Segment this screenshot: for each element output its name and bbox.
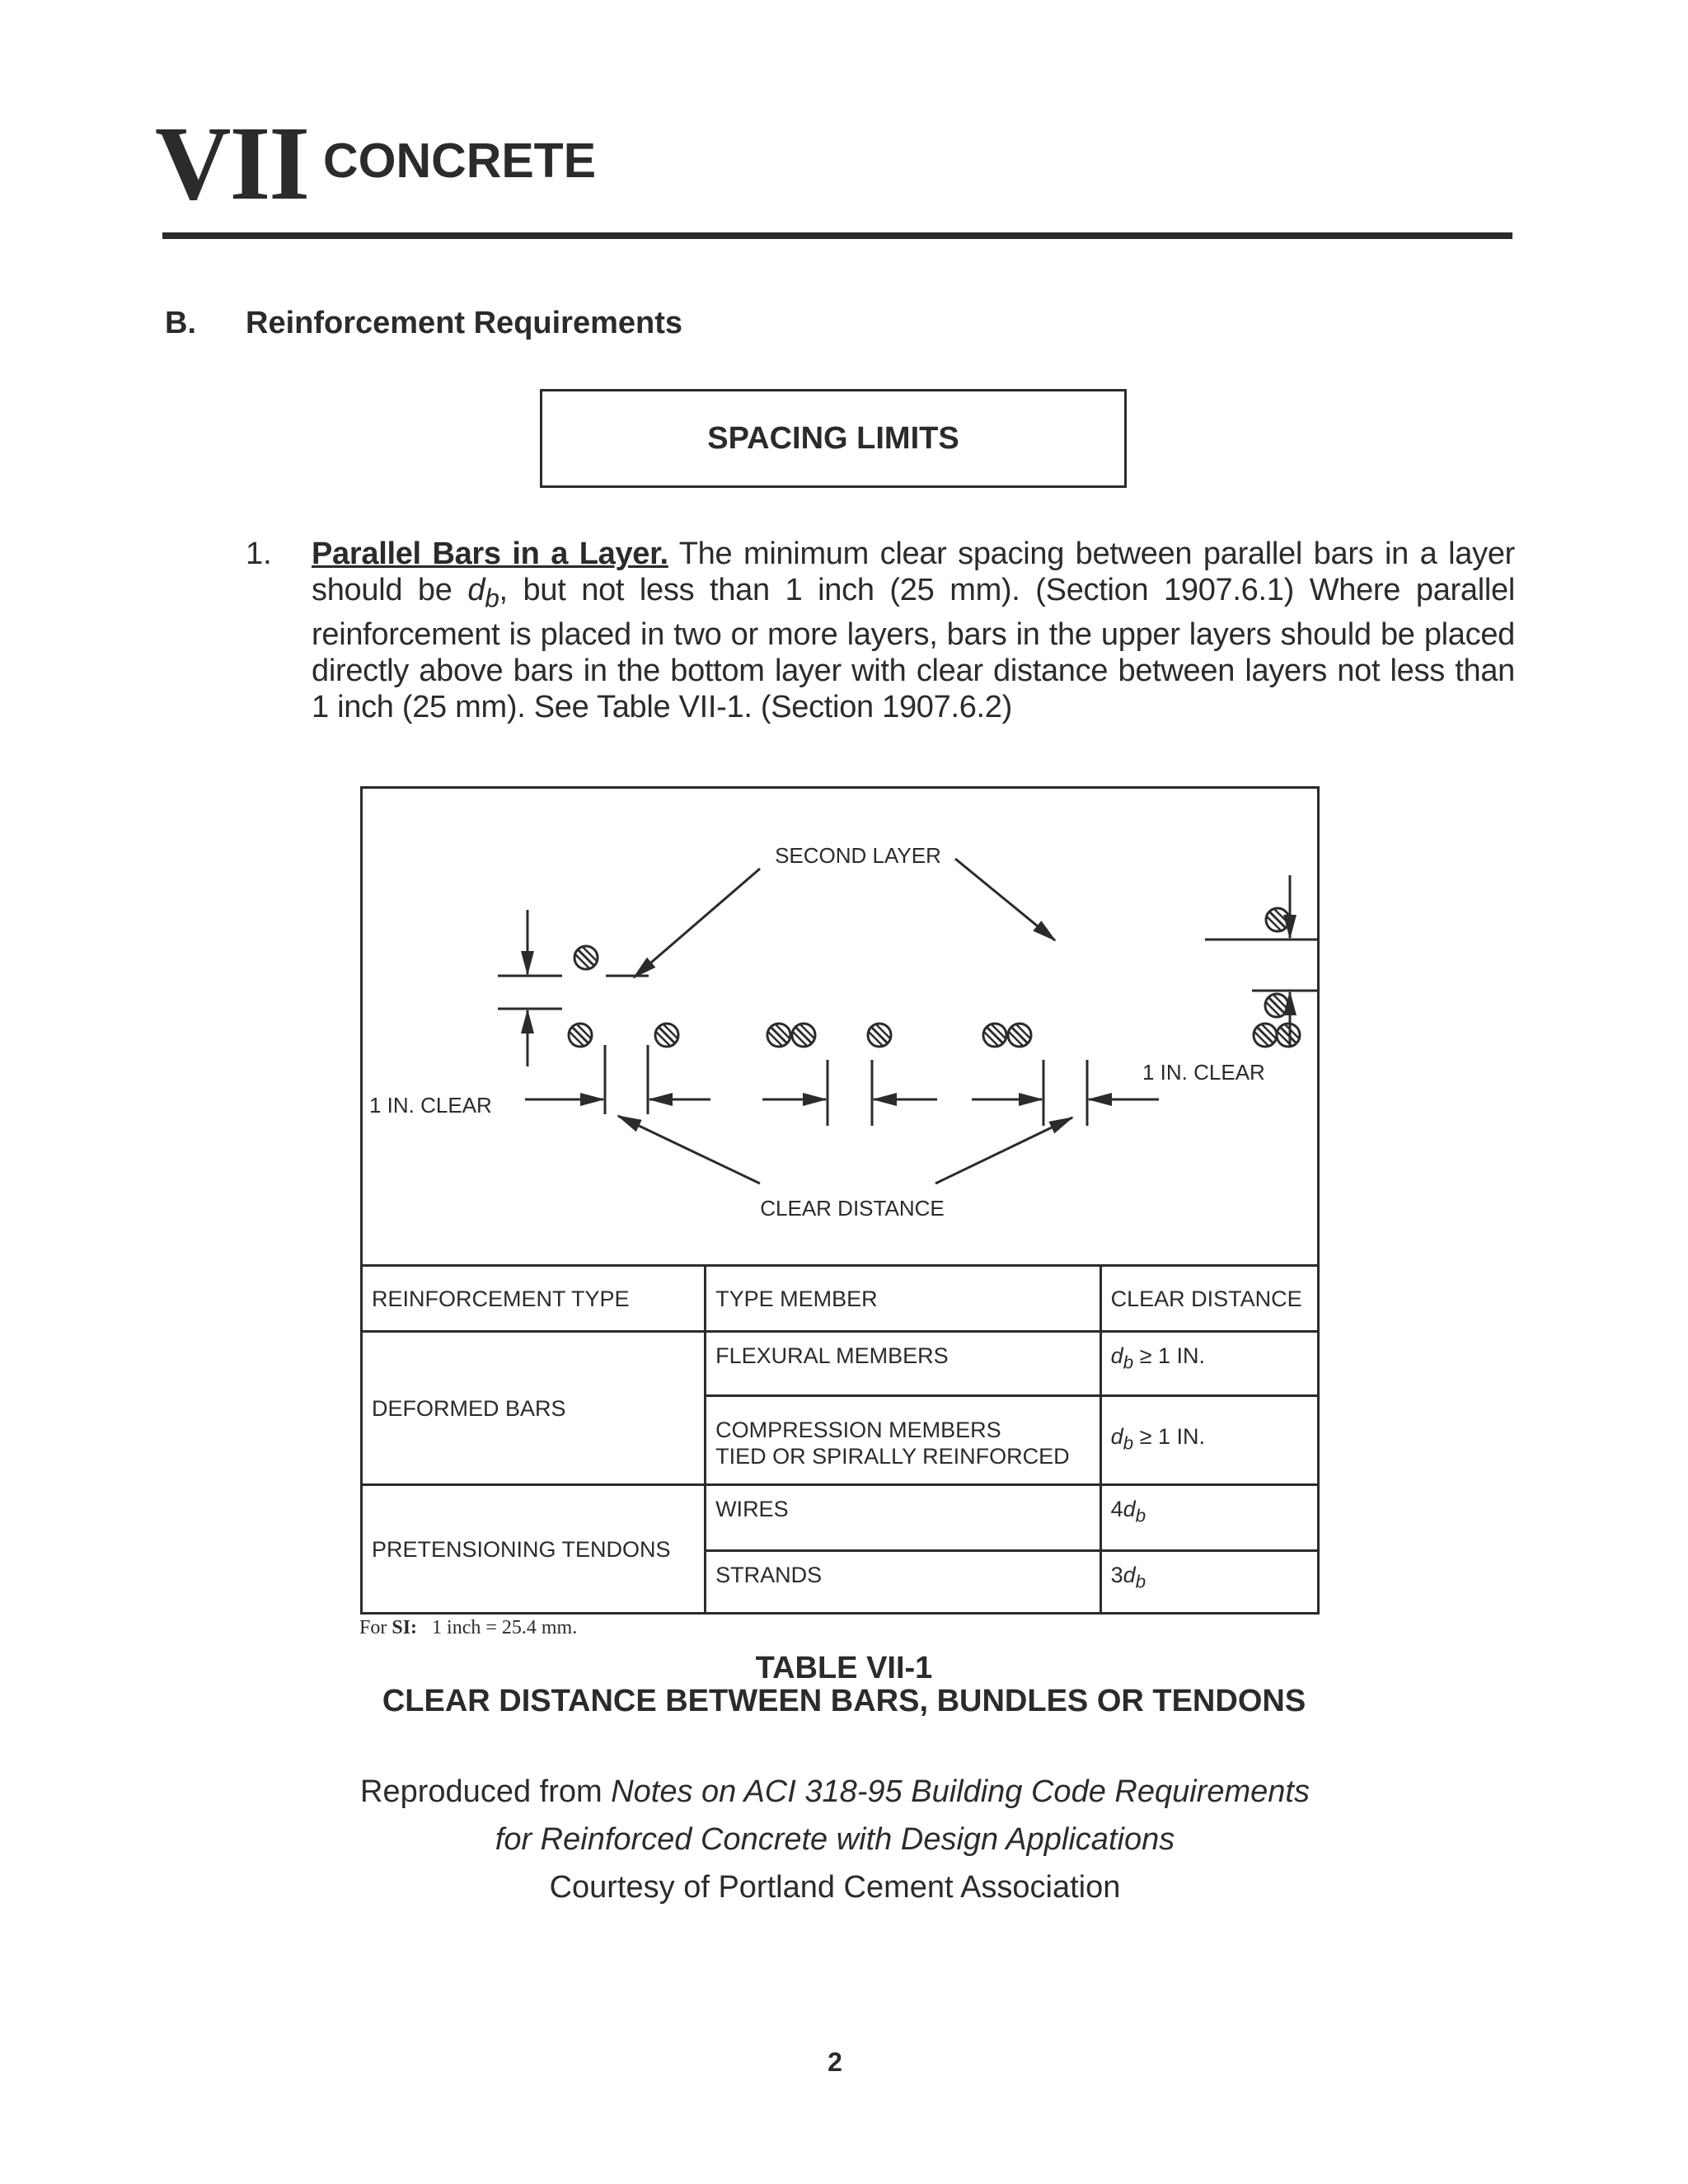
item-text-b: , but not less than 1 inch (25 mm). (Section 1907.6.1) Where parallel reinforcement is placed in two or more layers, bars in the upper layers should be placed directly above bars in the bottom layer with clear distance between layers not less than 1 inch (25 mm). See Table VII-1. (Section 1907.6.2) [312,573,1515,724]
credit-line-2 [0,1821,1670,1858]
value-cell [1100,1551,1318,1614]
label-second-layer: SECOND LAYER [775,843,941,868]
table-caption-title: CLEAR DISTANCE BETWEEN BARS, BUNDLES OR TENDONS [382,1684,1306,1718]
item-paragraph [312,536,1515,725]
bar [792,1024,815,1047]
chapter-title: CONCRETE [323,134,597,188]
si-conversion-note [359,1617,577,1639]
value-var-d: d [1123,1563,1136,1587]
chapter-numeral: VII [155,105,309,222]
bar-second-layer-right [1266,908,1289,931]
spacing-limits-title: SPACING LIMITS [707,420,959,456]
section-letter: B. [165,306,196,340]
header-cell: TYPE MEMBER [706,1266,1101,1332]
item-var-sub: b [485,583,499,613]
value-rest: ≥ 1 IN. [1133,1343,1205,1368]
member-cell [706,1396,1101,1485]
member-cell: WIRES [706,1485,1101,1551]
member-cell: STRANDS [706,1551,1101,1614]
member-line: COMPRESSION MEMBERS [715,1417,1001,1442]
member-line: TIED OR SPIRALLY REINFORCED [715,1443,1070,1469]
bar [655,1024,678,1047]
table-row [362,1332,1319,1396]
table-row [362,1485,1319,1551]
bar [1008,1024,1031,1047]
value-var-sub: b [1123,1432,1134,1454]
si-note-bold: SI: [392,1617,418,1638]
spacing-limits-box [540,389,1127,488]
table-header-row [362,1266,1319,1332]
table-caption-number: TABLE VII-1 [755,1651,933,1685]
bar [1265,994,1288,1017]
credit-line-1 [0,1774,1670,1810]
item-var-d: d [467,573,485,607]
leader-arrow [955,859,1055,940]
credit-italic: for Reinforced Concrete with Design Applications [495,1822,1175,1857]
bar [1254,1024,1277,1047]
item-text-a: The minimum clear spacing between parallel bars in a layer should be [312,537,1516,607]
page-number: 2 [828,2047,842,2077]
label-1in-clear-left: 1 IN. CLEAR [369,1093,492,1118]
value-coef: 4 [1110,1497,1123,1521]
bar-spacing-diagram [360,786,1320,1266]
header-cell: CLEAR DISTANCE [1100,1266,1318,1332]
bar [569,1024,592,1047]
value-coef: 3 [1110,1563,1123,1587]
value-rest: ≥ 1 IN. [1133,1424,1205,1450]
si-note-label: For [359,1617,392,1638]
leader-arrow [634,869,760,977]
leader-arrow [618,1116,760,1183]
value-var-sub: b [1135,1505,1146,1526]
si-note-text: 1 inch = 25.4 mm. [432,1617,578,1638]
value-var-d: d [1110,1424,1123,1450]
bar [1277,1024,1300,1047]
value-var-sub: b [1135,1571,1146,1592]
value-cell [1100,1332,1318,1396]
credit-plain: Reproduced from [360,1774,612,1809]
bar [767,1024,790,1047]
credit-line-3: Courtesy of Portland Cement Association [549,1870,1121,1905]
member-cell: FLEXURAL MEMBERS [706,1332,1101,1396]
item-number: 1. [246,537,272,571]
value-cell [1100,1485,1318,1551]
label-1in-clear-right: 1 IN. CLEAR [1142,1060,1265,1085]
value-cell [1100,1396,1318,1485]
section-title: Reinforcement Requirements [246,306,683,340]
label-clear-distance: CLEAR DISTANCE [760,1196,945,1221]
value-var-d: d [1110,1343,1123,1368]
leader-arrow [935,1118,1072,1183]
bar [983,1024,1006,1047]
group-cell-deformed-bars: DEFORMED BARS [362,1332,706,1485]
item-heading: Parallel Bars in a Layer. [312,537,668,571]
group-cell-pretensioning-tendons: PRETENSIONING TENDONS [362,1485,706,1614]
header-rule [162,232,1512,239]
clear-distance-table [360,1264,1320,1615]
value-var-d: d [1123,1497,1136,1521]
value-var-sub: b [1123,1352,1134,1373]
header-cell: REINFORCEMENT TYPE [362,1266,706,1332]
bar-second-layer-left [574,946,598,969]
bar [868,1024,891,1047]
credit-italic: Notes on ACI 318-95 Building Code Requirements [611,1774,1310,1809]
